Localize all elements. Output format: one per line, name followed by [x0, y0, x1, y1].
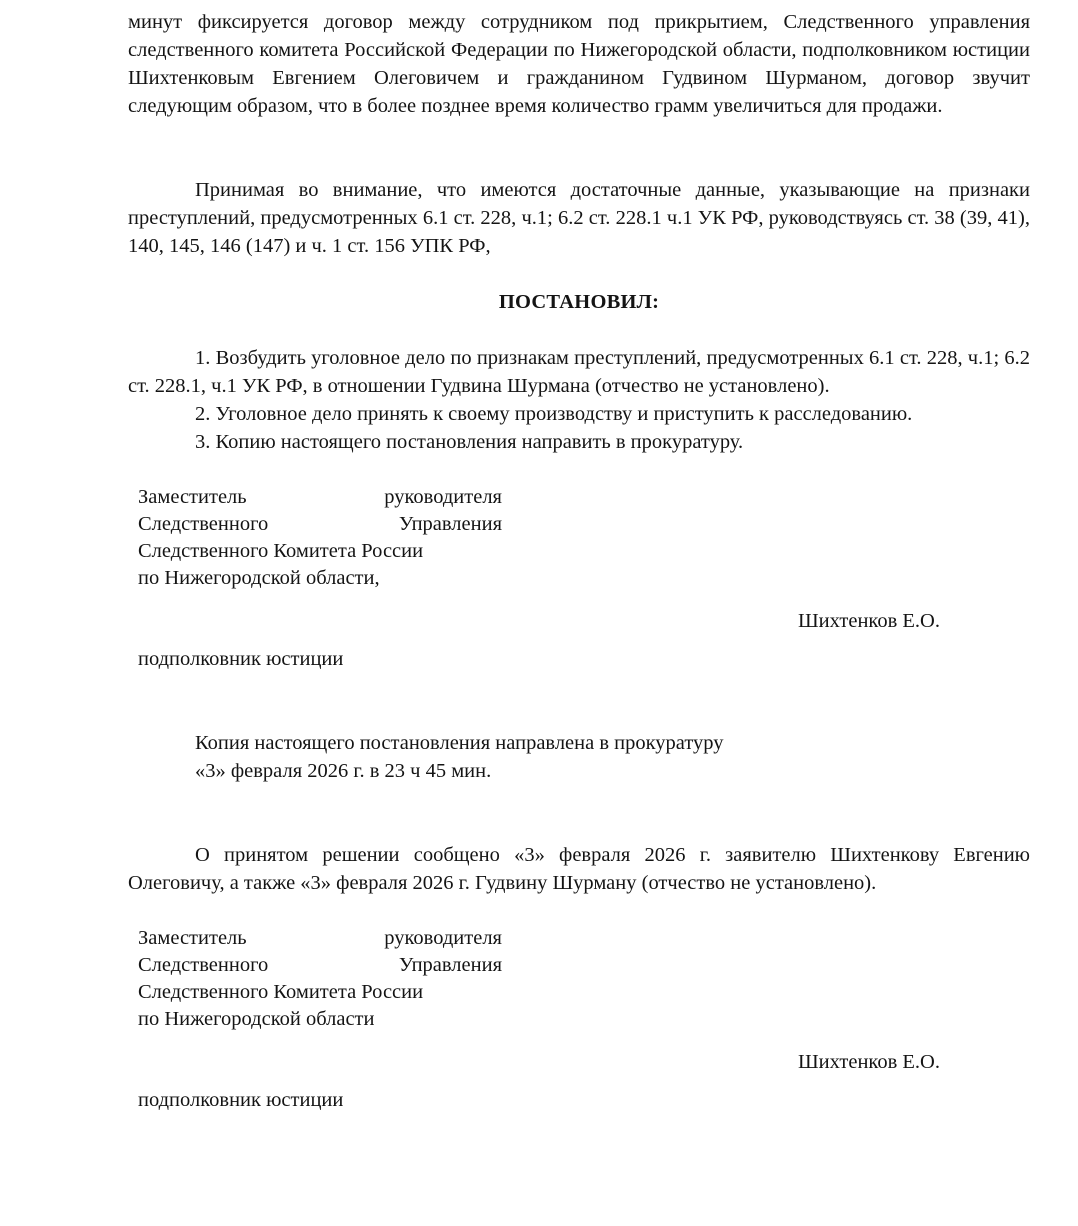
resolution-item-3: 3. Копию настоящего постановления направить в прокуратуру. [195, 431, 744, 453]
signature-1-rank: подполковник юстиции [138, 648, 344, 670]
consideration-paragraph: Принимая во внимание, что имеются достаточные данные, указывающие на признаки преступлений, предусмотренных 6.1 ст. 228, ч.1; 6.2 ст. 228.1 ч.1 УК РФ, руководствуясь ст. 38 (39, 41), 140, 145, 146 (147) и ч. 1 ст. 156 УПК РФ, [128, 179, 1030, 257]
resolution-item-1: 1. Возбудить уголовное дело по признакам преступлений, предусмотренных 6.1 ст. 228, ч.1; 6.2 ст. 228.1, ч.1 УК РФ, в отношении Гудвина Шурмана (отчество не установлено). [128, 347, 1030, 397]
copy-notice-line-2: «3» февраля 2026 г. в 23 ч 45 мин. [195, 760, 492, 782]
signature-title-column [138, 484, 502, 592]
spacer [128, 316, 1030, 344]
signature-1-name: Шихтенков Е.О. [798, 610, 940, 632]
signature-1-name-row [138, 608, 1030, 638]
signature-2-line-4: по Нижегородской области [138, 1008, 375, 1030]
spacer [128, 456, 1030, 484]
spacer [128, 260, 1030, 288]
signature-title-column [138, 925, 502, 1033]
intro-paragraph: минут фиксируется договор между сотрудником под прикрытием, Следственного управления следственного комитета Российской Федерации по Нижегородской области, подполковником юстиции Шихтенковым Евгением Олеговичем и гражданином Гудвином Шурманом, договор звучит следующим образом, что в более позднее время количество грамм увеличиться для продажи. [128, 11, 1030, 117]
spacer [128, 120, 1030, 176]
signature-1-line-4: по Нижегородской области, [138, 567, 380, 589]
document-body [128, 8, 1030, 1114]
signature-block-secondary [138, 925, 1030, 1114]
signature-2-name-row [138, 1049, 1030, 1079]
resolution-heading: ПОСТАНОВИЛ: [498, 291, 660, 313]
signature-block-primary [138, 484, 1030, 673]
resolution-item-2: 2. Уголовное дело принять к своему производству и приступить к расследованию. [195, 403, 913, 425]
signature-1-line-2: Следственного Управления [138, 513, 502, 535]
signature-2-name: Шихтенков Е.О. [798, 1051, 940, 1073]
signature-1-line-3: Следственного Комитета России [138, 540, 424, 562]
resolution-items-list [128, 344, 1030, 456]
signature-2-line-2: Следственного Управления [138, 954, 502, 976]
signature-2-line-3: Следственного Комитета России [138, 981, 424, 1003]
signature-2-line-1: Заместитель руководителя [138, 927, 502, 949]
spacer [128, 673, 1030, 729]
copy-notice-block [195, 729, 1030, 785]
spacer [128, 785, 1030, 841]
signature-2-rank: подполковник юстиции [138, 1089, 344, 1111]
signature-1-line-1: Заместитель руководителя [138, 486, 502, 508]
decision-notification-paragraph: О принятом решении сообщено «3» февраля 2026 г. заявителю Шихтенкову Евгению Олеговичу, а также «3» февраля 2026 г. Гудвину Шурману (отчество не установлено). [128, 844, 1030, 894]
copy-notice-line-1: Копия настоящего постановления направлена в прокуратуру [195, 732, 724, 754]
spacer [128, 897, 1030, 925]
